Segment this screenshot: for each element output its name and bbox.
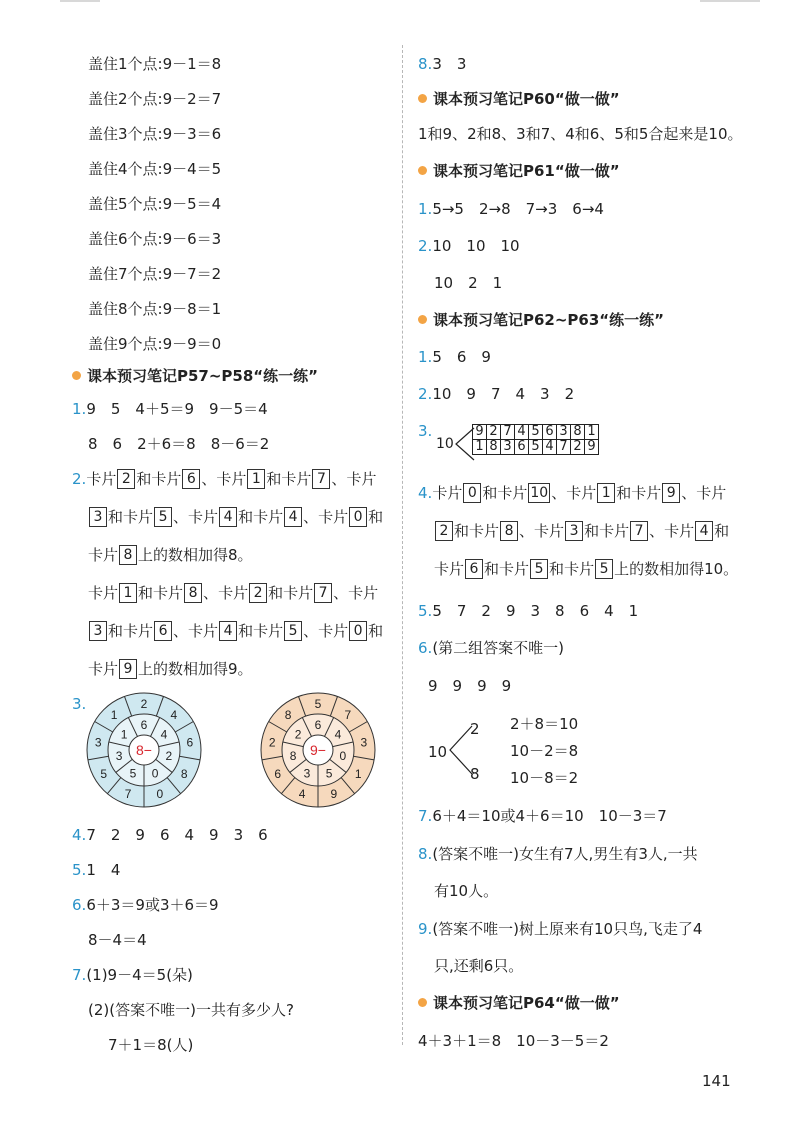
answer-q4 [72, 824, 268, 846]
word: 和 [108, 622, 124, 640]
number-card: 0 [349, 507, 367, 527]
word: 和 [238, 508, 254, 526]
number-card: 4 [219, 621, 237, 641]
number-card: 6 [465, 559, 483, 579]
word: 和 [454, 522, 470, 540]
question-number: 6. [72, 896, 87, 914]
bullet-dot-icon [418, 94, 427, 103]
word: 和 [268, 584, 284, 602]
wheel-outer-number: 8 [284, 707, 292, 722]
word: 卡片 [123, 508, 154, 526]
number-card: 6 [182, 469, 200, 489]
split-cell: 5 [529, 440, 543, 455]
wheel-outer-number: 0 [156, 787, 164, 802]
cover-line: 盖住5个点:9－5＝4 [88, 195, 222, 213]
wheel-inner-number: 3 [115, 749, 123, 764]
word: 、 [649, 522, 665, 540]
answer-text: 5→5 2→8 7→3 6→4 [432, 200, 604, 218]
word: 卡片 [599, 522, 630, 540]
cover-line: 盖住6个点:9－6＝3 [88, 230, 222, 248]
word: 上的数相加得9。 [138, 660, 253, 678]
word: 卡片 [664, 522, 695, 540]
split-cell: 3 [501, 440, 515, 455]
word: 卡片 [631, 484, 662, 502]
word: 卡片 [564, 560, 595, 578]
word: 、 [203, 584, 219, 602]
question-number: 8. [418, 55, 433, 73]
number-card: 5 [595, 559, 613, 579]
answer-text: 4＋3＋1＝8 10－3－5＝2 [418, 1032, 609, 1050]
wheel-outer-number: 1 [110, 707, 118, 722]
word: 、 [331, 470, 347, 488]
bullet-dot-icon [418, 315, 427, 324]
word: 和 [714, 522, 730, 540]
page-number: 141 [702, 1072, 731, 1090]
answer-q6 [72, 894, 219, 916]
answer-q2-line6 [88, 658, 253, 680]
wheel-inner-number: 6 [314, 718, 322, 732]
split-row-bottom [473, 440, 599, 455]
section-heading-text: 课本预习笔记P64“做一做” [433, 994, 620, 1012]
split-ten-label: 10 [428, 743, 448, 761]
answer-q2-line1 [72, 468, 376, 490]
answer-b4-line3 [434, 558, 738, 580]
split-cell: 4 [515, 425, 529, 440]
word: 卡片 [696, 484, 727, 502]
wheel-outer-number: 1 [354, 766, 362, 781]
split-cell: 6 [515, 440, 529, 455]
split-cell: 8 [571, 425, 585, 440]
number-card: 3 [89, 621, 107, 641]
wheel-outer-number: 9 [330, 787, 338, 802]
number-card: 2 [117, 469, 135, 489]
split-cell: 4 [543, 440, 557, 455]
question-number: 9. [418, 920, 433, 938]
word: 卡片 [348, 584, 379, 602]
word: 和 [238, 622, 254, 640]
wheel-inner-number: 2 [294, 727, 302, 742]
answer-text: (答案不唯一)女生有7人,男生有3人,一共 [432, 845, 698, 863]
word: 卡片 [253, 508, 284, 526]
split-ten-label: 10 [436, 436, 454, 452]
word: 卡片 [253, 622, 284, 640]
wheel-outer-number: 5 [100, 766, 108, 781]
number-wheels [84, 690, 384, 810]
word: 卡片 [499, 560, 530, 578]
word: 卡片 [469, 522, 500, 540]
answer-text: 只,还剩6只。 [434, 957, 524, 975]
answer-text: 10 2 1 [434, 274, 503, 292]
word: 卡片 [432, 484, 463, 502]
answer-b4-line1 [418, 482, 726, 504]
answer-text: 10－2＝8 [510, 742, 579, 760]
answer-text: 10－8＝2 [510, 769, 579, 787]
word: 和 [584, 522, 600, 540]
answer-text: 有10人。 [434, 882, 499, 900]
wheel-outer-number: 5 [314, 697, 322, 711]
word: 、 [303, 622, 319, 640]
answer-b7 [418, 805, 667, 827]
answer-text: 8－4＝4 [88, 931, 147, 949]
answer-text: (答案不唯一)树上原来有10只鸟,飞走了4 [432, 920, 703, 938]
word: 和 [368, 622, 384, 640]
split-cell: 6 [543, 425, 557, 440]
answer-b8 [418, 843, 698, 865]
answer-text: 1 4 [86, 861, 121, 879]
number-card: 5 [154, 507, 172, 527]
wheel-inner-number: 4 [334, 727, 342, 742]
word: 、 [173, 508, 189, 526]
answer-text: 3 3 [432, 55, 467, 73]
number-card: 4 [695, 521, 713, 541]
cover-line: 盖住9个点:9－9＝0 [88, 335, 222, 353]
answer-text: 7＋1＝8(人) [108, 1036, 194, 1054]
answer-b4-line2 [434, 520, 729, 542]
wheel-outer-number: 6 [274, 766, 282, 781]
column-divider [402, 45, 403, 1045]
wheel-inner-number: 2 [165, 749, 173, 764]
number-card: 1 [247, 469, 265, 489]
answer-a2 [418, 235, 520, 257]
answer-text: 6＋3＝9或3＋6＝9 [86, 896, 219, 914]
number-card: 4 [284, 507, 302, 527]
word: 卡片 [86, 470, 117, 488]
number-card: 2 [435, 521, 453, 541]
question-number: 7. [418, 807, 433, 825]
bullet-dot-icon [72, 371, 81, 380]
wheel-inner-number: 0 [151, 766, 159, 781]
wheel-inner-number: 3 [303, 766, 311, 781]
wheel-outer-number: 7 [124, 787, 132, 802]
wheel-outer-number: 2 [140, 697, 148, 711]
answer-a1 [418, 198, 604, 220]
number-wheel-9 [261, 693, 375, 807]
split-cell: 3 [557, 425, 571, 440]
bullet-dot-icon [418, 998, 427, 1007]
word: 、 [519, 522, 535, 540]
split-cell: 5 [529, 425, 543, 440]
answer-text: 6＋4＝10或4＋6＝10 10－3＝7 [432, 807, 667, 825]
split-cell: 1 [585, 425, 599, 440]
number-card: 7 [630, 521, 648, 541]
section-heading-text: 课本预习笔记P57~P58“练一练” [87, 367, 319, 385]
word: 卡片 [318, 622, 349, 640]
number-card: 9 [119, 659, 137, 679]
word: 卡片 [283, 584, 314, 602]
answer-q2-line5 [88, 620, 383, 642]
bullet-dot-icon [418, 166, 427, 175]
question-number: 2. [72, 470, 87, 488]
word: 卡片 [534, 522, 565, 540]
answer-text: 5 6 9 [432, 348, 491, 366]
question-number: 6. [418, 639, 433, 657]
question-number: 3. [72, 695, 87, 713]
cover-line: 盖住4个点:9－4＝5 [88, 160, 222, 178]
number-card: 1 [119, 583, 137, 603]
wheel-outer-number: 4 [298, 787, 306, 802]
answer-text: 1和9、2和8、3和7、4和6、5和5合起来是10。 [418, 125, 743, 143]
wheel-outer-number: 7 [344, 707, 352, 722]
number-card: 4 [219, 507, 237, 527]
cover-line: 盖住2个点:9－2＝7 [88, 90, 222, 108]
number-card: 8 [184, 583, 202, 603]
split-cell: 9 [585, 440, 599, 455]
word: 、 [173, 622, 189, 640]
cover-line: 盖住3个点:9－3＝6 [88, 125, 222, 143]
number-card: 5 [284, 621, 302, 641]
number-card: 10 [530, 485, 549, 501]
word: 卡片 [188, 622, 219, 640]
word: 卡片 [497, 484, 528, 502]
answer-b1 [418, 346, 491, 368]
section-heading-text: 课本预习笔记P62~P63“练一练” [433, 311, 665, 329]
question-number: 3. [418, 422, 433, 440]
word: 和 [549, 560, 565, 578]
top-edge-mark [60, 0, 100, 2]
question-number: 1. [418, 348, 433, 366]
cover-line: 盖住8个点:9－8＝1 [88, 300, 222, 318]
word: 卡片 [318, 508, 349, 526]
number-card: 0 [349, 621, 367, 641]
number-card: 6 [154, 621, 172, 641]
wheel-outer-number: 3 [94, 735, 102, 750]
section-heading [72, 365, 318, 387]
answer-text: 5 7 2 9 3 8 6 4 1 [432, 602, 639, 620]
split-cell: 7 [557, 440, 571, 455]
split-part: 2 [470, 720, 480, 738]
number-card: 7 [312, 469, 330, 489]
split-cell: 2 [571, 440, 585, 455]
split-cell: 8 [487, 440, 501, 455]
word: 、 [551, 484, 567, 502]
wheel-inner-number: 5 [129, 766, 137, 781]
answer-text: 2＋8＝10 [510, 715, 579, 733]
answer-b2 [418, 383, 574, 405]
word: 和 [138, 584, 154, 602]
wheel-inner-number: 1 [120, 727, 128, 742]
section-heading [418, 992, 620, 1014]
word: 和 [484, 560, 500, 578]
word: 、 [303, 508, 319, 526]
word: 卡片 [216, 470, 247, 488]
number-card: 5 [530, 559, 548, 579]
word: 上的数相加得8。 [138, 546, 253, 564]
word: 和 [136, 470, 152, 488]
word: 卡片 [123, 622, 154, 640]
answer-q2-line2 [88, 506, 383, 528]
question-number: 5. [72, 861, 87, 879]
word: 和 [482, 484, 498, 502]
word: 卡片 [218, 584, 249, 602]
word: 上的数相加得10。 [614, 560, 739, 578]
answer-q2-line4 [88, 582, 378, 604]
wheel-inner-number: 0 [339, 749, 347, 764]
question-number: 1. [418, 200, 433, 218]
number-card: 1 [597, 483, 615, 503]
word: 、 [681, 484, 697, 502]
question-number: 2. [418, 385, 433, 403]
word: 、 [333, 584, 349, 602]
word: 卡片 [88, 546, 119, 564]
top-edge-mark [700, 0, 760, 2]
section-heading [418, 88, 620, 110]
answer-text: 10 10 10 [432, 237, 520, 255]
split-cell: 7 [501, 425, 515, 440]
number-card: 8 [500, 521, 518, 541]
wheel-outer-number: 3 [360, 735, 368, 750]
number-card: 0 [463, 483, 481, 503]
answer-q7 [72, 964, 193, 986]
answer-q1 [72, 398, 268, 420]
answer-r8 [418, 53, 466, 75]
number-card: 8 [119, 545, 137, 565]
word: 卡片 [434, 560, 465, 578]
answer-text: 9 9 9 9 [428, 677, 512, 695]
answer-text: (2)(答案不唯一)一共有多少人? [88, 1001, 294, 1019]
split-cell: 1 [473, 440, 487, 455]
answer-text: 7 2 9 6 4 9 3 6 [86, 826, 268, 844]
split-part: 8 [470, 765, 480, 783]
wheel-outer-number: 4 [170, 707, 178, 722]
number-card: 3 [89, 507, 107, 527]
section-heading-text: 课本预习笔记P60“做一做” [433, 90, 620, 108]
answer-b5 [418, 600, 638, 622]
word: 卡片 [88, 584, 119, 602]
word: 和 [616, 484, 632, 502]
question-number: 5. [418, 602, 433, 620]
word: 和 [368, 508, 384, 526]
question-number: 4. [72, 826, 87, 844]
answer-q2-line3 [88, 544, 253, 566]
answer-b9 [418, 918, 702, 940]
split-table [472, 424, 599, 455]
number-card: 7 [314, 583, 332, 603]
word: 卡片 [566, 484, 597, 502]
cover-line: 盖住1个点:9－1＝8 [88, 55, 222, 73]
section-heading-text: 课本预习笔记P61“做一做” [433, 162, 620, 180]
wheel-inner-number: 5 [325, 766, 333, 781]
question-number: 4. [418, 484, 433, 502]
number-wheel-8 [87, 693, 201, 807]
word: 和 [266, 470, 282, 488]
section-heading [418, 160, 620, 182]
cover-line: 盖住7个点:9－7＝2 [88, 265, 222, 283]
word: 卡片 [88, 660, 119, 678]
wheel-inner-number: 6 [140, 718, 148, 732]
split-row-top [473, 425, 599, 440]
section-heading [418, 309, 664, 331]
word: 卡片 [346, 470, 377, 488]
answer-text: 8 6 2＋6＝8 8－6＝2 [88, 435, 270, 453]
question-number: 8. [418, 845, 433, 863]
word: 卡片 [281, 470, 312, 488]
word: 、 [201, 470, 217, 488]
word: 卡片 [153, 584, 184, 602]
number-card: 2 [249, 583, 267, 603]
question-number: 7. [72, 966, 87, 984]
word: 卡片 [151, 470, 182, 488]
word: 和 [108, 508, 124, 526]
wheel-center-label: 8− [136, 742, 152, 758]
answer-b6 [418, 637, 564, 659]
number-card: 9 [662, 483, 680, 503]
split-cell: 2 [487, 425, 501, 440]
question-number: 2. [418, 237, 433, 255]
wheel-inner-number: 4 [160, 727, 168, 742]
answer-text: 9 5 4＋5＝9 9－5＝4 [86, 400, 268, 418]
wheel-outer-number: 6 [186, 735, 194, 750]
wheel-center-label: 9− [310, 742, 326, 758]
answer-q5 [72, 859, 120, 881]
wheel-inner-number: 8 [289, 749, 297, 764]
answer-text: (1)9－4＝5(朵) [86, 966, 193, 984]
wheel-outer-number: 8 [180, 766, 188, 781]
question-number: 1. [72, 400, 87, 418]
wheel-outer-number: 2 [268, 735, 276, 750]
word: 卡片 [188, 508, 219, 526]
number-card: 3 [565, 521, 583, 541]
answer-text: (第二组答案不唯一) [432, 639, 565, 657]
split-cell: 9 [473, 425, 487, 440]
answer-text: 10 9 7 4 3 2 [432, 385, 575, 403]
